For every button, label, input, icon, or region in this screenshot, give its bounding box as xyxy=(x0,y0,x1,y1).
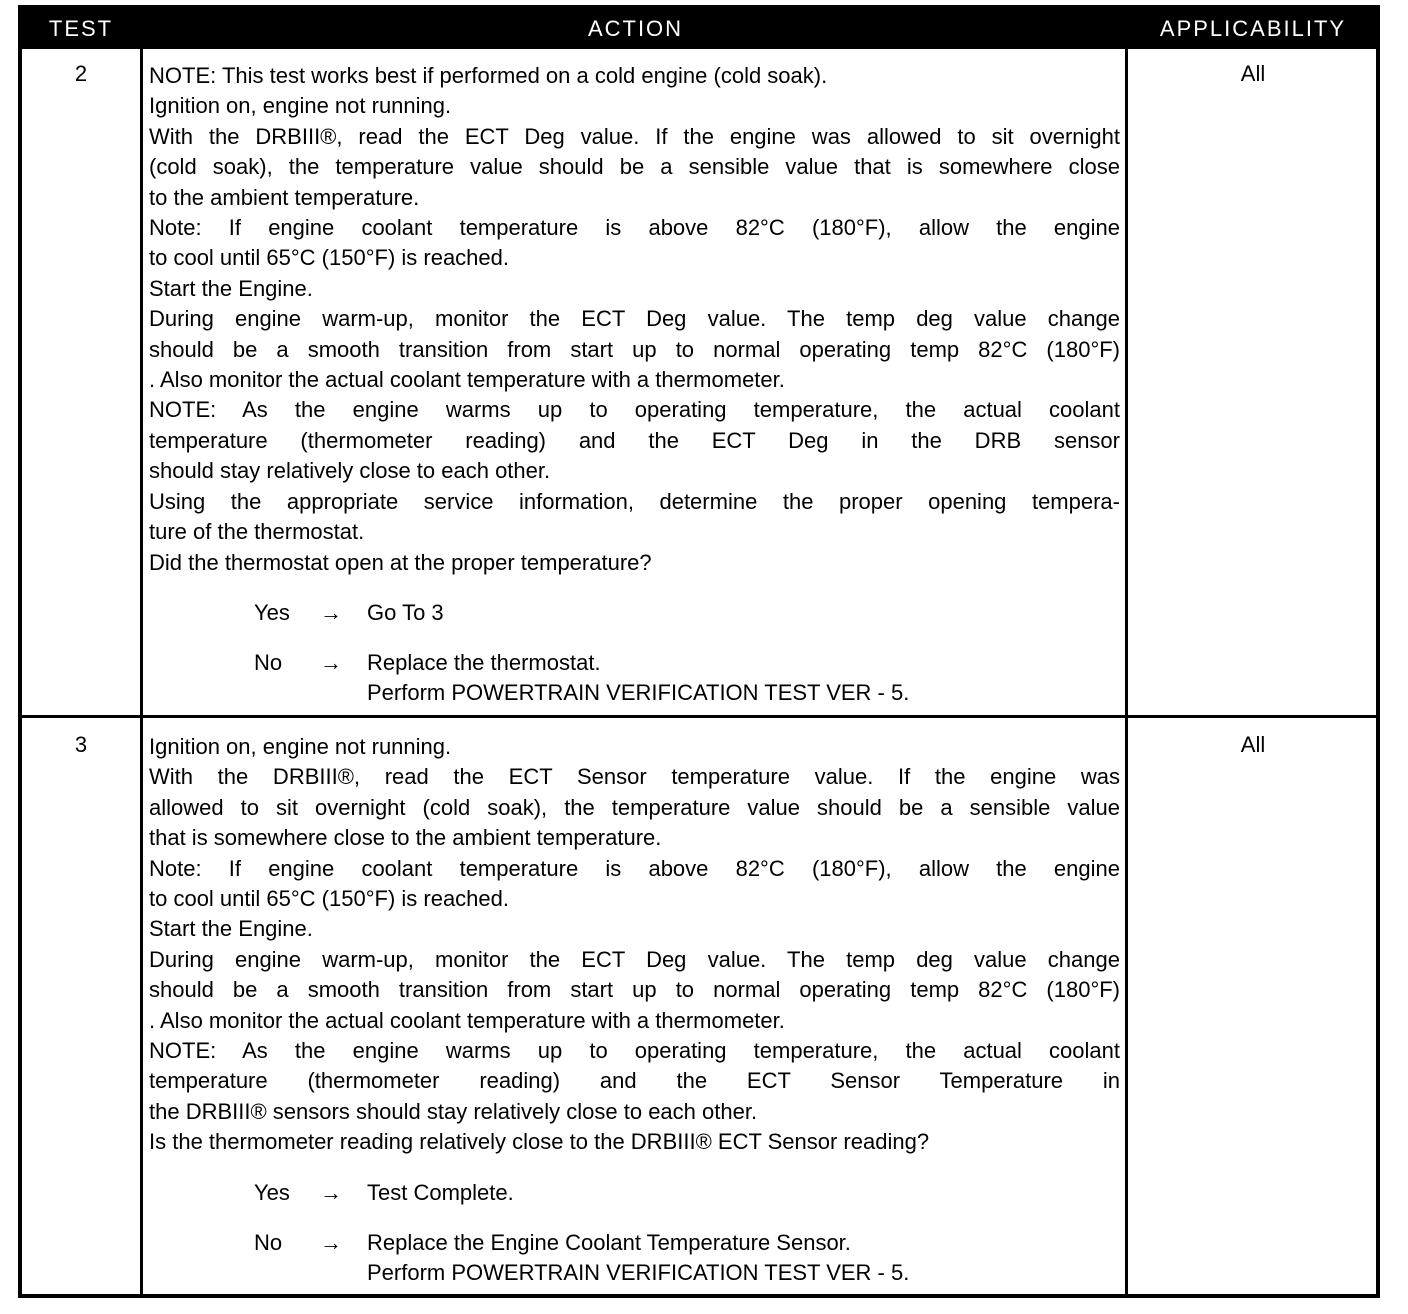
action-line: temperature (thermometer reading) and the ECT Deg in the DRB sensor xyxy=(149,427,1120,453)
action-line: allowed to sit overnight (cold soak), the temperature value should be a sensible value xyxy=(149,794,1120,820)
row-test-number: 3 xyxy=(74,732,88,757)
table-header xyxy=(22,9,1376,49)
arrow-right-icon: → xyxy=(320,1180,342,1205)
action-line: . Also monitor the actual coolant temperature with a thermometer. xyxy=(149,367,785,393)
no-action-verify: Perform POWERTRAIN VERIFICATION TEST VER - 5. xyxy=(367,680,910,705)
action-line: Note: If engine coolant temperature is above 82°C (180°F), allow the engine xyxy=(149,215,1120,241)
row-divider xyxy=(22,715,1376,718)
action-line: Using the appropriate service information, determine the proper opening tempera- xyxy=(149,488,1120,514)
action-line: to cool until 65°C (150°F) is reached. xyxy=(149,245,509,271)
header-action: ACTION xyxy=(587,16,684,41)
arrow-right-icon: → xyxy=(320,650,342,675)
action-line: (cold soak), the temperature value should be a sensible value that is somewhere close xyxy=(149,154,1120,180)
action-line: that is somewhere close to the ambient temperature. xyxy=(149,825,662,851)
action-line: NOTE: As the engine warms up to operating temperature, the actual coolant xyxy=(149,1038,1120,1064)
action-line: Start the Engine. xyxy=(149,275,313,301)
action-line: the DRBIII® sensors should stay relatively close to each other. xyxy=(149,1098,758,1124)
row-applicability: All xyxy=(1240,732,1266,757)
action-line: should be a smooth transition from start up to normal operating temp 82°C (180°F) xyxy=(149,336,1120,362)
no-label: No xyxy=(254,1230,283,1255)
action-line: should be a smooth transition from start up to normal operating temp 82°C (180°F) xyxy=(149,977,1120,1003)
header-test: TEST xyxy=(48,16,114,41)
action-line: NOTE: This test works best if performed on a cold engine (cold soak). xyxy=(149,63,828,88)
no-action: Replace the Engine Coolant Temperature Sensor. xyxy=(367,1230,851,1255)
action-line: ture of the thermostat. xyxy=(149,519,365,545)
column-divider xyxy=(140,49,143,1294)
yes-label: Yes xyxy=(254,600,290,625)
action-line: Start the Engine. xyxy=(149,916,313,942)
row-action-text xyxy=(149,732,1120,1158)
action-line: . Also monitor the actual coolant temperature with a thermometer. xyxy=(149,1007,785,1033)
action-line: to cool until 65°C (150°F) is reached. xyxy=(149,886,509,912)
header-applicability: APPLICABILITY xyxy=(1159,16,1347,41)
action-line: Did the thermostat open at the proper temperature? xyxy=(149,549,652,575)
arrow-right-icon: → xyxy=(320,1230,342,1255)
row-test-number: 2 xyxy=(74,61,88,86)
no-action-verify: Perform POWERTRAIN VERIFICATION TEST VER - 5. xyxy=(367,1260,910,1285)
action-line: With the DRBIII®, read the ECT Sensor temperature value. If the engine was xyxy=(149,764,1120,790)
no-label: No xyxy=(254,650,283,675)
row-action-text xyxy=(149,61,1120,578)
action-line: During engine warm-up, monitor the ECT Deg value. The temp deg value change xyxy=(149,306,1120,332)
action-line: should stay relatively close to each other. xyxy=(149,458,551,484)
yes-action: Go To 3 xyxy=(367,600,444,625)
action-line: NOTE: As the engine warms up to operating temperature, the actual coolant xyxy=(149,397,1120,423)
row-applicability: All xyxy=(1240,61,1266,86)
action-line: Note: If engine coolant temperature is above 82°C (180°F), allow the engine xyxy=(149,855,1120,881)
yes-label: Yes xyxy=(254,1180,290,1205)
arrow-right-icon: → xyxy=(320,600,342,625)
diagnostic-table xyxy=(18,5,1380,1298)
action-line: Ignition on, engine not running. xyxy=(149,93,452,119)
no-action: Replace the thermostat. xyxy=(367,650,601,675)
column-divider xyxy=(1125,49,1128,1294)
action-line: Is the thermometer reading relatively close to the DRBIII® ECT Sensor reading? xyxy=(149,1129,930,1155)
action-line: Ignition on, engine not running. xyxy=(149,734,452,759)
action-line: With the DRBIII®, read the ECT Deg value. If the engine was allowed to sit overnight xyxy=(149,123,1120,149)
action-line: to the ambient temperature. xyxy=(149,184,420,210)
yes-action: Test Complete. xyxy=(367,1180,514,1205)
action-line: During engine warm-up, monitor the ECT Deg value. The temp deg value change xyxy=(149,946,1120,972)
action-line: temperature (thermometer reading) and the ECT Sensor Temperature in xyxy=(149,1068,1120,1094)
